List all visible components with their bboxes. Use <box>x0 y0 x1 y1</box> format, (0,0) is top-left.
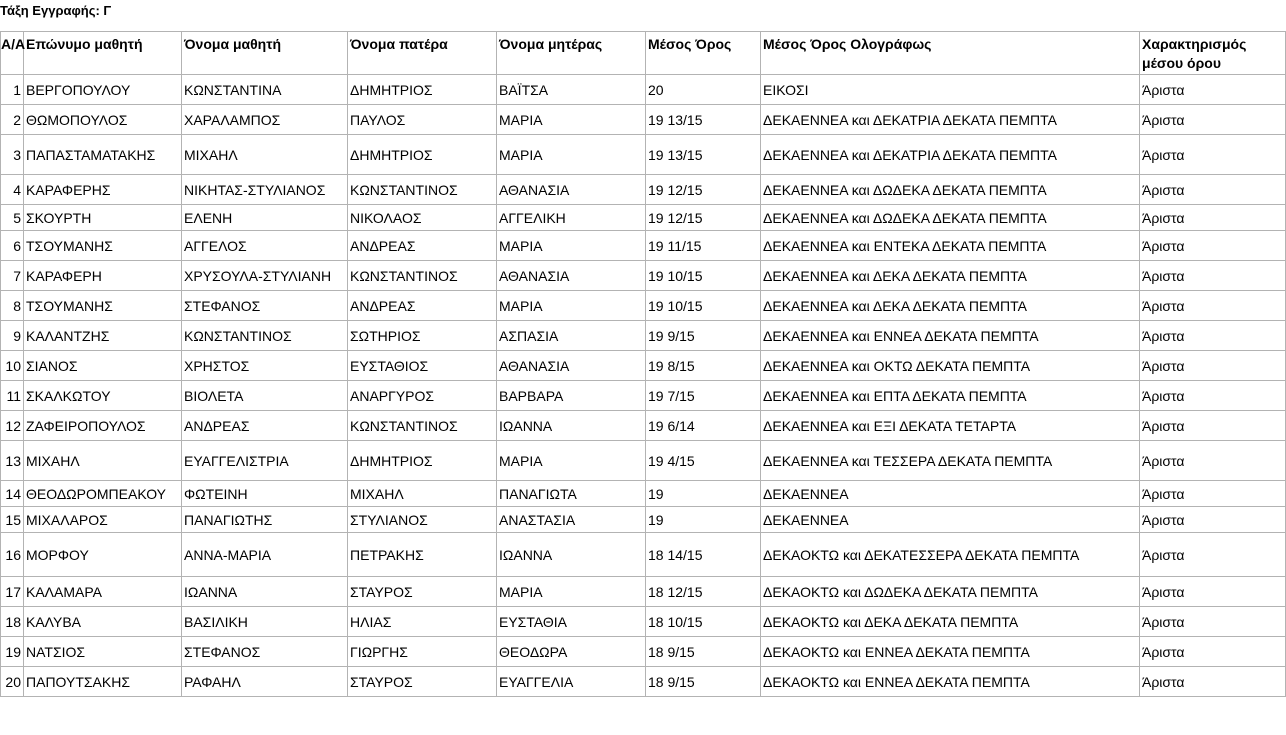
cell-father: ΔΗΜΗΤΡΙΟΣ <box>348 135 497 175</box>
cell-average-words: ΔΕΚΑΟΚΤΩ και ΕΝΝΕΑ ΔΕΚΑΤΑ ΠΕΜΠΤΑ <box>761 637 1140 667</box>
cell-father: ΓΙΩΡΓΗΣ <box>348 637 497 667</box>
header-aa[interactable]: Α/Α <box>1 32 24 75</box>
cell-father: ΔΗΜΗΤΡΙΟΣ <box>348 75 497 105</box>
cell-average: 19 6/14 <box>646 411 761 441</box>
cell-characterization: Άριστα <box>1140 205 1286 231</box>
cell-aa: 13 <box>1 441 24 481</box>
cell-surname: ΝΑΤΣΙΟΣ <box>24 637 182 667</box>
cell-average-words: ΔΕΚΑΟΚΤΩ και ΕΝΝΕΑ ΔΕΚΑΤΑ ΠΕΜΠΤΑ <box>761 667 1140 697</box>
cell-characterization: Άριστα <box>1140 637 1286 667</box>
cell-average: 18 9/15 <box>646 637 761 667</box>
table-row <box>1 411 1286 441</box>
cell-mother: ΑΣΠΑΣΙΑ <box>497 321 646 351</box>
cell-average: 19 8/15 <box>646 351 761 381</box>
table-row <box>1 533 1286 577</box>
cell-surname: ΣΙΑΝΟΣ <box>24 351 182 381</box>
cell-aa: 2 <box>1 105 24 135</box>
table-row <box>1 351 1286 381</box>
cell-average-words: ΔΕΚΑΕΝΝΕΑ <box>761 481 1140 507</box>
cell-average: 19 7/15 <box>646 381 761 411</box>
cell-name: ΧΡΗΣΤΟΣ <box>182 351 348 381</box>
cell-mother: ΑΘΑΝΑΣΙΑ <box>497 351 646 381</box>
cell-characterization: Άριστα <box>1140 105 1286 135</box>
cell-name: ΝΙΚΗΤΑΣ-ΣΤΥΛΙΑΝΟΣ <box>182 175 348 205</box>
cell-average: 19 4/15 <box>646 441 761 481</box>
cell-average-words: ΔΕΚΑΟΚΤΩ και ΔΕΚΑ ΔΕΚΑΤΑ ΠΕΜΠΤΑ <box>761 607 1140 637</box>
cell-average-words: ΔΕΚΑΕΝΝΕΑ και ΔΕΚΑ ΔΕΚΑΤΑ ΠΕΜΠΤΑ <box>761 291 1140 321</box>
cell-aa: 12 <box>1 411 24 441</box>
cell-characterization: Άριστα <box>1140 135 1286 175</box>
cell-father: ΣΤΑΥΡΟΣ <box>348 667 497 697</box>
cell-aa: 1 <box>1 75 24 105</box>
cell-mother: ΑΘΑΝΑΣΙΑ <box>497 261 646 291</box>
cell-average: 19 13/15 <box>646 105 761 135</box>
cell-characterization: Άριστα <box>1140 411 1286 441</box>
cell-name: ΕΥΑΓΓΕΛΙΣΤΡΙΑ <box>182 441 348 481</box>
cell-average-words: ΔΕΚΑΕΝΝΕΑ <box>761 507 1140 533</box>
cell-aa: 8 <box>1 291 24 321</box>
cell-father: ΑΝΔΡΕΑΣ <box>348 231 497 261</box>
cell-mother: ΑΝΑΣΤΑΣΙΑ <box>497 507 646 533</box>
cell-name: ΣΤΕΦΑΝΟΣ <box>182 637 348 667</box>
table-row <box>1 481 1286 507</box>
cell-aa: 16 <box>1 533 24 577</box>
cell-father: ΚΩΝΣΤΑΝΤΙΝΟΣ <box>348 261 497 291</box>
cell-mother: ΜΑΡΙΑ <box>497 231 646 261</box>
table-row <box>1 607 1286 637</box>
cell-name: ΚΩΝΣΤΑΝΤΙΝΑ <box>182 75 348 105</box>
cell-aa: 15 <box>1 507 24 533</box>
cell-characterization: Άριστα <box>1140 321 1286 351</box>
cell-mother: ΠΑΝΑΓΙΩΤΑ <box>497 481 646 507</box>
cell-mother: ΙΩΑΝΝΑ <box>497 533 646 577</box>
cell-aa: 4 <box>1 175 24 205</box>
cell-father: ΠΑΥΛΟΣ <box>348 105 497 135</box>
cell-father: ΣΤΑΥΡΟΣ <box>348 577 497 607</box>
header-surname[interactable]: Επώνυμο μαθητή <box>24 32 182 75</box>
cell-characterization: Άριστα <box>1140 667 1286 697</box>
cell-surname: ΜΙΧΑΛΑΡΟΣ <box>24 507 182 533</box>
cell-surname: ΚΑΛΑΝΤΖΗΣ <box>24 321 182 351</box>
cell-average-words: ΔΕΚΑΟΚΤΩ και ΔΕΚΑΤΕΣΣΕΡΑ ΔΕΚΑΤΑ ΠΕΜΠΤΑ <box>761 533 1140 577</box>
cell-name: ΧΡΥΣΟΥΛΑ-ΣΤΥΛΙΑΝΗ <box>182 261 348 291</box>
table-row <box>1 507 1286 533</box>
cell-average-words: ΔΕΚΑΟΚΤΩ και ΔΩΔΕΚΑ ΔΕΚΑΤΑ ΠΕΜΠΤΑ <box>761 577 1140 607</box>
cell-average: 19 9/15 <box>646 321 761 351</box>
cell-mother: ΜΑΡΙΑ <box>497 135 646 175</box>
table-row <box>1 667 1286 697</box>
cell-mother: ΒΑΪΤΣΑ <box>497 75 646 105</box>
cell-aa: 6 <box>1 231 24 261</box>
table-row <box>1 291 1286 321</box>
cell-surname: ΚΑΡΑΦΕΡΗΣ <box>24 175 182 205</box>
cell-mother: ΕΥΣΤΑΘΙΑ <box>497 607 646 637</box>
cell-mother: ΜΑΡΙΑ <box>497 577 646 607</box>
cell-surname: ΘΕΟΔΩΡΟΜΠΕΑΚΟΥ <box>24 481 182 507</box>
cell-name: ΚΩΝΣΤΑΝΤΙΝΟΣ <box>182 321 348 351</box>
cell-father: ΗΛΙΑΣ <box>348 607 497 637</box>
cell-surname: ΠΑΠΑΣΤΑΜΑΤΑΚΗΣ <box>24 135 182 175</box>
cell-mother: ΜΑΡΙΑ <box>497 105 646 135</box>
cell-surname: ΒΕΡΓΟΠΟΥΛΟΥ <box>24 75 182 105</box>
header-average[interactable]: Μέσος Όρος <box>646 32 761 75</box>
cell-mother: ΑΓΓΕΛΙΚΗ <box>497 205 646 231</box>
grades-table <box>0 31 1286 697</box>
cell-aa: 3 <box>1 135 24 175</box>
cell-average-words: ΔΕΚΑΕΝΝΕΑ και ΔΩΔΕΚΑ ΔΕΚΑΤΑ ΠΕΜΠΤΑ <box>761 205 1140 231</box>
table-row <box>1 441 1286 481</box>
cell-characterization: Άριστα <box>1140 261 1286 291</box>
header-characterization[interactable]: Χαρακτηρισμός μέσου όρου <box>1140 32 1286 75</box>
cell-aa: 18 <box>1 607 24 637</box>
cell-name: ΦΩΤΕΙΝΗ <box>182 481 348 507</box>
cell-surname: ΜΟΡΦΟΥ <box>24 533 182 577</box>
table-row <box>1 261 1286 291</box>
table-row <box>1 75 1286 105</box>
table-row <box>1 105 1286 135</box>
cell-name: ΡΑΦΑΗΛ <box>182 667 348 697</box>
cell-name: ΑΓΓΕΛΟΣ <box>182 231 348 261</box>
cell-average: 18 10/15 <box>646 607 761 637</box>
cell-aa: 20 <box>1 667 24 697</box>
cell-name: ΑΝΔΡΕΑΣ <box>182 411 348 441</box>
table-header-row <box>1 32 1286 75</box>
cell-characterization: Άριστα <box>1140 351 1286 381</box>
cell-characterization: Άριστα <box>1140 75 1286 105</box>
cell-characterization: Άριστα <box>1140 291 1286 321</box>
cell-average: 19 13/15 <box>646 135 761 175</box>
table-body <box>1 75 1286 697</box>
cell-father: ΣΤΥΛΙΑΝΟΣ <box>348 507 497 533</box>
cell-aa: 7 <box>1 261 24 291</box>
cell-average: 20 <box>646 75 761 105</box>
cell-father: ΑΝΔΡΕΑΣ <box>348 291 497 321</box>
cell-mother: ΘΕΟΔΩΡΑ <box>497 637 646 667</box>
cell-mother: ΜΑΡΙΑ <box>497 441 646 481</box>
header-father[interactable]: Όνομα πατέρα <box>348 32 497 75</box>
cell-name: ΙΩΑΝΝΑ <box>182 577 348 607</box>
cell-average-words: ΕΙΚΟΣΙ <box>761 75 1140 105</box>
cell-characterization: Άριστα <box>1140 607 1286 637</box>
cell-characterization: Άριστα <box>1140 481 1286 507</box>
cell-surname: ΤΣΟΥΜΑΝΗΣ <box>24 291 182 321</box>
cell-name: ΠΑΝΑΓΙΩΤΗΣ <box>182 507 348 533</box>
cell-name: ΧΑΡΑΛΑΜΠΟΣ <box>182 105 348 135</box>
cell-father: ΝΙΚΟΛΑΟΣ <box>348 205 497 231</box>
page-title: Τάξη Εγγραφής: Γ <box>0 3 112 18</box>
cell-surname: ΖΑΦΕΙΡΟΠΟΥΛΟΣ <box>24 411 182 441</box>
cell-aa: 10 <box>1 351 24 381</box>
cell-average: 19 <box>646 507 761 533</box>
cell-father: ΠΕΤΡΑΚΗΣ <box>348 533 497 577</box>
cell-surname: ΘΩΜΟΠΟΥΛΟΣ <box>24 105 182 135</box>
table-row <box>1 135 1286 175</box>
cell-aa: 19 <box>1 637 24 667</box>
header-mother[interactable]: Όνομα μητέρας <box>497 32 646 75</box>
cell-average-words: ΔΕΚΑΕΝΝΕΑ και ΕΝΝΕΑ ΔΕΚΑΤΑ ΠΕΜΠΤΑ <box>761 321 1140 351</box>
cell-characterization: Άριστα <box>1140 441 1286 481</box>
cell-average: 19 12/15 <box>646 205 761 231</box>
cell-surname: ΚΑΛΥΒΑ <box>24 607 182 637</box>
cell-average-words: ΔΕΚΑΕΝΝΕΑ και ΔΕΚΑΤΡΙΑ ΔΕΚΑΤΑ ΠΕΜΠΤΑ <box>761 135 1140 175</box>
table-row <box>1 381 1286 411</box>
cell-father: ΚΩΝΣΤΑΝΤΙΝΟΣ <box>348 175 497 205</box>
cell-aa: 14 <box>1 481 24 507</box>
cell-surname: ΣΚΑΛΚΩΤΟΥ <box>24 381 182 411</box>
cell-characterization: Άριστα <box>1140 507 1286 533</box>
cell-father: ΣΩΤΗΡΙΟΣ <box>348 321 497 351</box>
cell-average-words: ΔΕΚΑΕΝΝΕΑ και ΕΠΤΑ ΔΕΚΑΤΑ ΠΕΜΠΤΑ <box>761 381 1140 411</box>
cell-name: ΑΝΝΑ-ΜΑΡΙΑ <box>182 533 348 577</box>
cell-average: 19 11/15 <box>646 231 761 261</box>
cell-father: ΑΝΑΡΓΥΡΟΣ <box>348 381 497 411</box>
cell-average-words: ΔΕΚΑΕΝΝΕΑ και ΟΚΤΩ ΔΕΚΑΤΑ ΠΕΜΠΤΑ <box>761 351 1140 381</box>
cell-aa: 17 <box>1 577 24 607</box>
cell-father: ΚΩΝΣΤΑΝΤΙΝΟΣ <box>348 411 497 441</box>
header-average-words[interactable]: Μέσος Όρος Ολογράφως <box>761 32 1140 75</box>
cell-name: ΒΙΟΛΕΤΑ <box>182 381 348 411</box>
cell-surname: ΚΑΛΑΜΑΡΑ <box>24 577 182 607</box>
table-row <box>1 577 1286 607</box>
cell-characterization: Άριστα <box>1140 381 1286 411</box>
table-row <box>1 231 1286 261</box>
cell-average-words: ΔΕΚΑΕΝΝΕΑ και ΔΕΚΑ ΔΕΚΑΤΑ ΠΕΜΠΤΑ <box>761 261 1140 291</box>
table-row <box>1 321 1286 351</box>
cell-characterization: Άριστα <box>1140 533 1286 577</box>
cell-mother: ΕΥΑΓΓΕΛΙΑ <box>497 667 646 697</box>
cell-average-words: ΔΕΚΑΕΝΝΕΑ και ΔΩΔΕΚΑ ΔΕΚΑΤΑ ΠΕΜΠΤΑ <box>761 175 1140 205</box>
cell-name: ΒΑΣΙΛΙΚΗ <box>182 607 348 637</box>
table-row <box>1 637 1286 667</box>
cell-mother: ΙΩΑΝΝΑ <box>497 411 646 441</box>
cell-father: ΜΙΧΑΗΛ <box>348 481 497 507</box>
cell-aa: 11 <box>1 381 24 411</box>
cell-name: ΜΙΧΑΗΛ <box>182 135 348 175</box>
cell-father: ΕΥΣΤΑΘΙΟΣ <box>348 351 497 381</box>
table-row <box>1 205 1286 231</box>
cell-average-words: ΔΕΚΑΕΝΝΕΑ και ΕΝΤΕΚΑ ΔΕΚΑΤΑ ΠΕΜΠΤΑ <box>761 231 1140 261</box>
cell-name: ΕΛΕΝΗ <box>182 205 348 231</box>
cell-average: 19 <box>646 481 761 507</box>
cell-average: 18 14/15 <box>646 533 761 577</box>
cell-father: ΔΗΜΗΤΡΙΟΣ <box>348 441 497 481</box>
cell-average: 18 9/15 <box>646 667 761 697</box>
cell-mother: ΑΘΑΝΑΣΙΑ <box>497 175 646 205</box>
cell-average-words: ΔΕΚΑΕΝΝΕΑ και ΤΕΣΣΕΡΑ ΔΕΚΑΤΑ ΠΕΜΠΤΑ <box>761 441 1140 481</box>
table-row <box>1 175 1286 205</box>
cell-average-words: ΔΕΚΑΕΝΝΕΑ και ΔΕΚΑΤΡΙΑ ΔΕΚΑΤΑ ΠΕΜΠΤΑ <box>761 105 1140 135</box>
cell-average: 19 12/15 <box>646 175 761 205</box>
cell-characterization: Άριστα <box>1140 175 1286 205</box>
cell-surname: ΜΙΧΑΗΛ <box>24 441 182 481</box>
cell-mother: ΜΑΡΙΑ <box>497 291 646 321</box>
cell-characterization: Άριστα <box>1140 577 1286 607</box>
cell-aa: 5 <box>1 205 24 231</box>
header-name[interactable]: Όνομα μαθητή <box>182 32 348 75</box>
cell-characterization: Άριστα <box>1140 231 1286 261</box>
cell-name: ΣΤΕΦΑΝΟΣ <box>182 291 348 321</box>
cell-average: 19 10/15 <box>646 291 761 321</box>
cell-surname: ΣΚΟΥΡΤΗ <box>24 205 182 231</box>
cell-surname: ΤΣΟΥΜΑΝΗΣ <box>24 231 182 261</box>
cell-surname: ΠΑΠΟΥΤΣΑΚΗΣ <box>24 667 182 697</box>
cell-average: 18 12/15 <box>646 577 761 607</box>
cell-average-words: ΔΕΚΑΕΝΝΕΑ και ΕΞΙ ΔΕΚΑΤΑ ΤΕΤΑΡΤΑ <box>761 411 1140 441</box>
cell-aa: 9 <box>1 321 24 351</box>
cell-surname: ΚΑΡΑΦΕΡΗ <box>24 261 182 291</box>
cell-mother: ΒΑΡΒΑΡΑ <box>497 381 646 411</box>
cell-average: 19 10/15 <box>646 261 761 291</box>
